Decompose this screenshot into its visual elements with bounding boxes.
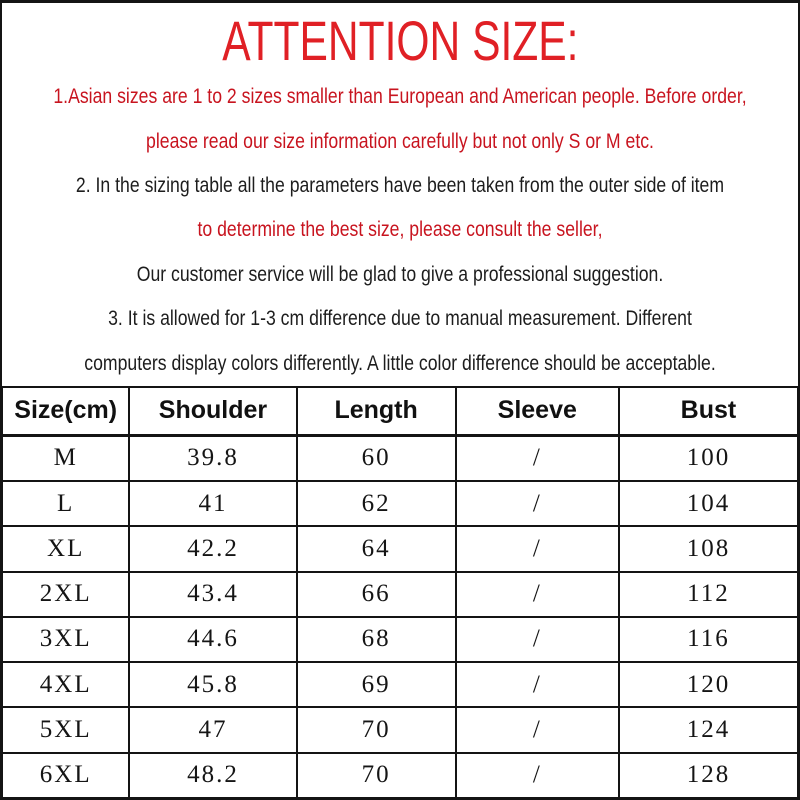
cell-length: 64 <box>297 526 456 571</box>
notice-line-3: 2. In the sizing table all the parameters have been taken from the outer side of item <box>75 173 725 197</box>
table-row-m <box>2 435 798 481</box>
cell-bust: 116 <box>619 617 798 662</box>
cell-length: 66 <box>297 572 456 617</box>
notice-line-2: please read our size information carefully but not only S or M etc. <box>146 129 654 153</box>
table-row-xl <box>2 526 798 571</box>
cell-shoulder: 44.6 <box>129 617 296 662</box>
column-header-bust: Bust <box>619 387 798 435</box>
notice-line-4: to determine the best size, please consult the seller, <box>197 218 603 242</box>
notice-line-7: computers display colors differently. A little color difference should be acceptable. <box>84 351 716 375</box>
cell-bust: 112 <box>619 572 798 617</box>
cell-bust: 104 <box>619 481 798 526</box>
notice-line-5: Our customer service will be glad to give a professional suggestion. <box>136 262 664 286</box>
cell-bust: 128 <box>619 753 798 798</box>
cell-sleeve: / <box>456 662 619 707</box>
cell-shoulder: 43.4 <box>129 572 296 617</box>
notice-line-6: 3. It is allowed for 1-3 cm difference due to manual measurement. Different <box>108 307 692 331</box>
notice-line-1: 1.Asian sizes are 1 to 2 sizes smaller than European and American people. Before order, <box>53 85 747 109</box>
cell-size: M <box>2 435 129 481</box>
cell-size: L <box>2 481 129 526</box>
table-row-6xl <box>2 753 798 798</box>
cell-shoulder: 48.2 <box>129 753 296 798</box>
cell-bust: 100 <box>619 435 798 481</box>
size-table-wrap <box>1 386 799 799</box>
column-header-sleeve: Sleeve <box>456 387 619 435</box>
cell-length: 70 <box>297 753 456 798</box>
cell-size: 6XL <box>2 753 129 798</box>
cell-sleeve: / <box>456 572 619 617</box>
cell-sleeve: / <box>456 526 619 571</box>
cell-shoulder: 45.8 <box>129 662 296 707</box>
table-row-4xl <box>2 662 798 707</box>
cell-length: 69 <box>297 662 456 707</box>
cell-shoulder: 39.8 <box>129 435 296 481</box>
column-header-length: Length <box>297 387 456 435</box>
cell-shoulder: 47 <box>129 707 296 752</box>
cell-length: 70 <box>297 707 456 752</box>
cell-bust: 124 <box>619 707 798 752</box>
table-row-5xl <box>2 707 798 752</box>
cell-bust: 120 <box>619 662 798 707</box>
cell-sleeve: / <box>456 707 619 752</box>
cell-size: 5XL <box>2 707 129 752</box>
cell-sleeve: / <box>456 481 619 526</box>
cell-sleeve: / <box>456 617 619 662</box>
table-header-row <box>2 387 798 435</box>
cell-length: 68 <box>297 617 456 662</box>
cell-shoulder: 41 <box>129 481 296 526</box>
table-row-3xl <box>2 617 798 662</box>
size-table <box>1 386 799 799</box>
cell-sleeve: / <box>456 753 619 798</box>
cell-length: 60 <box>297 435 456 481</box>
column-header-size: Size(cm) <box>2 387 129 435</box>
cell-bust: 108 <box>619 526 798 571</box>
cell-sleeve: / <box>456 435 619 481</box>
cell-size: 2XL <box>2 572 129 617</box>
cell-shoulder: 42.2 <box>129 526 296 571</box>
table-row-2xl <box>2 572 798 617</box>
notice-text-block <box>2 75 798 386</box>
page-title-wrap <box>2 3 798 73</box>
column-header-shoulder: Shoulder <box>129 387 296 435</box>
table-row-l <box>2 481 798 526</box>
page-title: ATTENTION SIZE: <box>221 9 579 72</box>
cell-size: 3XL <box>2 617 129 662</box>
cell-size: 4XL <box>2 662 129 707</box>
cell-size: XL <box>2 526 129 571</box>
cell-length: 62 <box>297 481 456 526</box>
